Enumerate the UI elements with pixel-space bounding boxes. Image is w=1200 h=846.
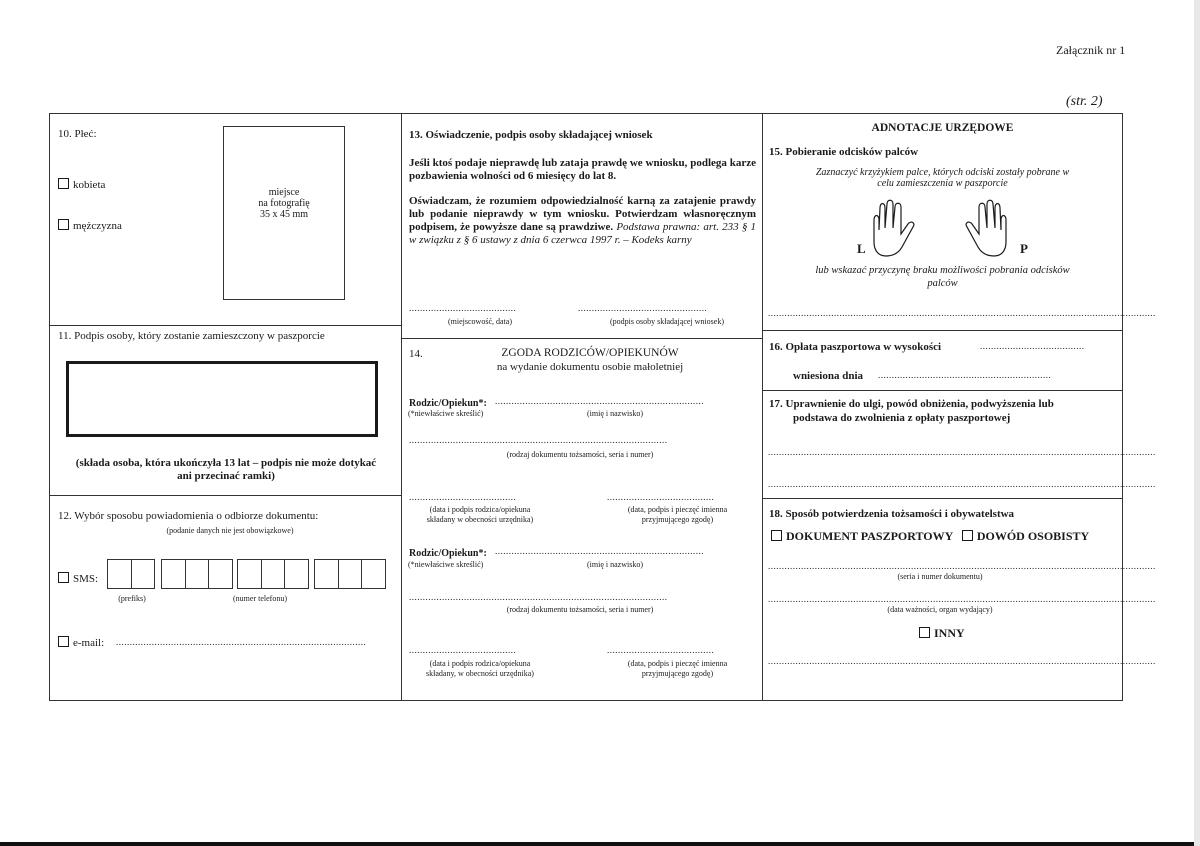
fingerprint-reason-line-1: lub wskazać przyczynę braku możliwości pobrania odcisków xyxy=(815,265,1070,276)
parent2-name-field[interactable]: ............................................................................ xyxy=(495,546,704,556)
section-divider-15-16 xyxy=(762,330,1123,331)
id-card-checkbox[interactable] xyxy=(962,530,973,541)
fee-section-title: 16. Opłata paszportowa w wysokości xyxy=(769,341,942,353)
gender-female-option[interactable] xyxy=(58,178,105,192)
photo-label-1: miejsce xyxy=(268,187,300,198)
passport-option[interactable] xyxy=(771,529,953,543)
fingerprint-section-title: 15. Pobieranie odcisków palców xyxy=(769,146,919,158)
signature-note-line-2: ani przecinać ramki) xyxy=(177,470,275,482)
hands-illustration xyxy=(868,200,1018,260)
left-hand-label: L xyxy=(857,241,866,256)
parent1-signature-caption-line-2: składany w obecności urzędnika) xyxy=(426,515,534,524)
place-date-field[interactable]: ....................................... xyxy=(409,303,517,313)
notification-section-title: 12. Wybór sposobu powiadomienia o odbiorze dokumentu: xyxy=(58,510,319,522)
page-number: (str. 2) xyxy=(1066,94,1103,109)
official2-signature-field[interactable]: ....................................... xyxy=(607,645,715,655)
parent1-id-field[interactable]: .............................................................................................. xyxy=(409,435,668,445)
legal-basis-text: Podstawa prawna: art. 233 § 1 w związku z § 6 ustawy z dnia 6 czerwca 1997 r. – Kodeks karny xyxy=(409,221,757,246)
attachment-label: Załącznik nr 1 xyxy=(1056,43,1126,57)
parent1-signature-field[interactable]: ....................................... xyxy=(409,492,517,502)
official1-caption-line-1: (data, podpis i pieczęć imienna xyxy=(627,505,728,514)
female-label: kobieta xyxy=(73,179,106,191)
sms-option[interactable] xyxy=(58,572,98,586)
statement-declaration xyxy=(409,195,756,247)
parent2-id-field[interactable]: .............................................................................................. xyxy=(409,592,668,602)
email-checkbox[interactable] xyxy=(58,636,69,647)
fee-paid-date-field[interactable]: ............................................................... xyxy=(878,370,1052,380)
parent2-strike-note: (*niewłaściwe skreślić) xyxy=(408,560,484,569)
other-document-field[interactable]: ............................................................................................................................................. xyxy=(768,656,1156,666)
discount-field-1[interactable]: ............................................................................................................................................. xyxy=(768,447,1156,457)
other-option[interactable] xyxy=(919,627,965,640)
parent1-signature-caption-line-1: (data i podpis rodzica/opiekuna xyxy=(429,505,531,514)
left-hand-icon[interactable] xyxy=(874,200,914,256)
column-divider-1 xyxy=(401,113,402,701)
section-divider-10-11 xyxy=(49,325,401,326)
photo-label-2: na fotografię xyxy=(258,198,310,209)
passport-checkbox[interactable] xyxy=(771,530,782,541)
section-divider-13-14 xyxy=(401,338,762,339)
fingerprint-instruction xyxy=(765,167,1120,189)
id-card-option[interactable] xyxy=(962,529,1089,543)
id-card-label: DOWÓD OSOBISTY xyxy=(976,529,1090,543)
gender-male-option[interactable] xyxy=(58,219,122,233)
consent-section-number: 14. xyxy=(409,348,423,360)
photo-box[interactable] xyxy=(223,126,345,300)
notification-optional-note: (podanie danych nie jest obowiązkowe) xyxy=(166,526,294,535)
sms-prefix-boxes[interactable] xyxy=(107,559,155,589)
official2-caption-line-2: przyjmującego zgodę) xyxy=(641,669,714,678)
fingerprint-instruction-line-1: Zaznaczyć krzyżykiem palce, których odciski zostały pobrane w xyxy=(815,167,1070,178)
parent2-signature-caption-line-2: składany, w obecności urzędnika) xyxy=(426,669,534,678)
sms-phone-boxes-3[interactable] xyxy=(314,559,386,589)
identity-options xyxy=(771,530,1089,543)
parent1-strike-note: (*niewłaściwe skreślić) xyxy=(408,409,484,418)
official2-caption-line-1: (data, podpis i pieczęć imienna xyxy=(627,659,728,668)
gender-section-title: 10. Płeć: xyxy=(58,128,97,140)
male-label: mężczyzna xyxy=(73,220,122,232)
passport-label: DOKUMENT PASZPORTOWY xyxy=(786,529,953,543)
official1-signature-caption xyxy=(605,505,750,525)
scan-bottom-edge xyxy=(0,842,1200,846)
section-divider-16-17 xyxy=(762,390,1123,391)
parent1-signature-caption xyxy=(405,505,555,525)
fingerprint-reason-line-2: palców xyxy=(927,278,958,289)
female-checkbox[interactable] xyxy=(58,178,69,189)
male-checkbox[interactable] xyxy=(58,219,69,230)
parent2-signature-caption xyxy=(405,659,555,679)
fingerprint-reason-field[interactable]: ............................................................................................................................................. xyxy=(768,308,1156,318)
fingerprint-instruction-line-2: celu zamieszczenia w paszporcie xyxy=(877,178,1008,189)
discount-section-title-line-1: 17. Uprawnienie do ulgi, powód obniżenia, podwyższenia lub xyxy=(769,398,1054,410)
consent-subtitle: na wydanie dokumentu osobie małoletniej xyxy=(496,361,684,373)
discount-field-2[interactable]: ............................................................................................................................................. xyxy=(768,479,1156,489)
official1-signature-field[interactable]: ....................................... xyxy=(607,492,715,502)
signature-note-line-1: (składa osoba, która ukończyła 13 lat – podpis nie może dotykać xyxy=(75,457,377,469)
document-number-field[interactable]: ............................................................................................................................................. xyxy=(768,561,1156,571)
applicant-signature-field[interactable]: ............................................... xyxy=(578,303,708,313)
column-divider-2 xyxy=(762,113,763,701)
consent-title: ZGODA RODZICÓW/OPIEKUNÓW xyxy=(501,347,679,359)
phone-caption: (numer telefonu) xyxy=(233,594,287,603)
parent1-name-field[interactable]: ............................................................................ xyxy=(495,396,704,406)
document-validity-field[interactable]: ............................................................................................................................................. xyxy=(768,594,1156,604)
parent2-name-caption: (imię i nazwisko) xyxy=(587,560,643,569)
parent2-signature-caption-line-1: (data i podpis rodzica/opiekuna xyxy=(429,659,531,668)
fee-paid-label: wniesiona dnia xyxy=(793,370,863,382)
sms-phone-boxes-2[interactable] xyxy=(237,559,309,589)
parent2-label: Rodzic/Opiekun*: xyxy=(409,548,487,559)
email-option[interactable] xyxy=(58,636,104,650)
fee-amount-field[interactable]: ...................................... xyxy=(980,341,1085,351)
other-label: INNY xyxy=(934,626,965,640)
place-date-caption: (miejscowość, data) xyxy=(448,317,512,326)
section-divider-11-12 xyxy=(49,495,401,496)
official-annotations-title: ADNOTACJE URZĘDOWE xyxy=(871,122,1014,134)
parent1-name-caption: (imię i nazwisko) xyxy=(587,409,643,418)
email-field[interactable]: ........................................................................................... xyxy=(116,637,367,647)
statement-warning: Jeśli ktoś podaje nieprawdę lub zataja prawdę we wniosku, podlega karze pozbawienia wolności od 6 miesięcy do lat 8. xyxy=(409,157,756,182)
identity-section-title: 18. Sposób potwierdzenia tożsamości i obywatelstwa xyxy=(769,508,1015,520)
prefix-caption: (prefiks) xyxy=(118,594,146,603)
scan-right-edge xyxy=(1194,0,1200,846)
right-hand-label: P xyxy=(1020,241,1028,256)
sms-phone-boxes-1[interactable] xyxy=(161,559,233,589)
other-checkbox[interactable] xyxy=(919,627,930,638)
sms-label: SMS: xyxy=(73,573,99,585)
document-number-caption: (seria i numer dokumentu) xyxy=(897,572,983,581)
applicant-signature-caption: (podpis osoby składającej wniosek) xyxy=(610,317,724,326)
discount-section-title-line-2: podstawa do zwolnienia z opłaty paszportowej xyxy=(793,412,1011,424)
official1-caption-line-2: przyjmującego zgodę) xyxy=(641,515,714,524)
fingerprint-reason-note xyxy=(765,264,1120,290)
parent1-id-caption: (rodzaj dokumentu tożsamości, seria i numer) xyxy=(506,450,654,459)
parent2-signature-field[interactable]: ....................................... xyxy=(409,645,517,655)
signature-section-title: 11. Podpis osoby, który zostanie zamieszczony w paszporcie xyxy=(58,330,325,342)
sms-checkbox[interactable] xyxy=(58,572,69,583)
right-hand-icon[interactable] xyxy=(966,200,1006,256)
signature-box[interactable] xyxy=(66,361,378,437)
section-divider-17-18 xyxy=(762,498,1123,499)
email-label: e-mail: xyxy=(73,637,105,649)
document-validity-caption: (data ważności, organ wydający) xyxy=(887,605,993,614)
photo-label-3: 35 x 45 mm xyxy=(259,209,309,220)
declaration-text: Oświadczam, że rozumiem odpowiedzialność karną za zatajenie prawdy lub podanie nieprawdy w tym wniosku. Potwierdzam własnoręcznym podpisem, że powyższe dane są prawdziwe. xyxy=(409,195,756,233)
official2-signature-caption xyxy=(605,659,750,679)
signature-note xyxy=(56,457,396,483)
parent1-label: Rodzic/Opiekun*: xyxy=(409,398,487,409)
statement-title: 13. Oświadczenie, podpis osoby składającej wniosek xyxy=(409,129,653,141)
parent2-id-caption: (rodzaj dokumentu tożsamości, seria i numer) xyxy=(506,605,654,614)
